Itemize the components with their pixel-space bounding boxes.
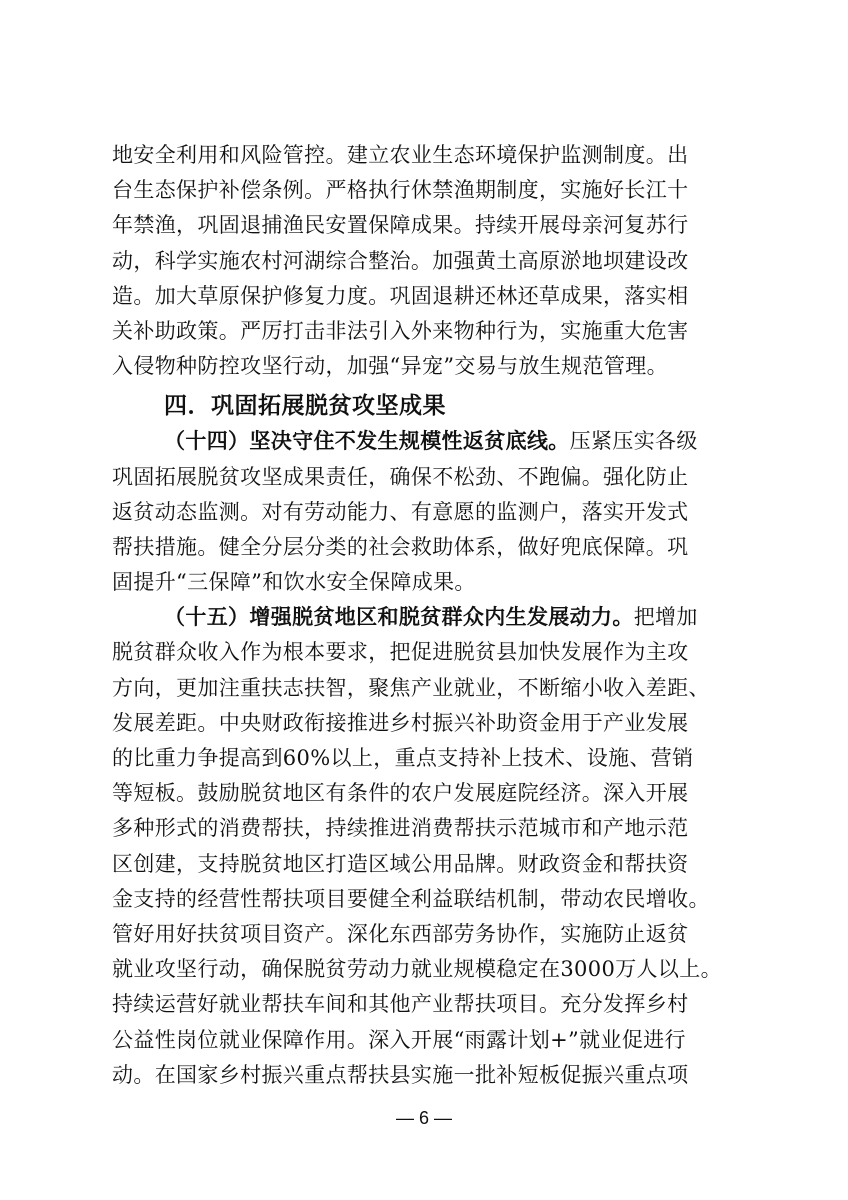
- text-line: 动。在国家乡村振兴重点帮扶县实施一批补短板促振兴重点项: [112, 1062, 689, 1087]
- section-heading: 四．巩固拓展脱贫攻坚成果: [164, 393, 446, 420]
- text-line: 区创建，支持脱贫地区打造区域公用品牌。财政资金和帮扶资: [112, 851, 689, 876]
- paragraph-14-first-line: [112, 424, 752, 459]
- text-line: 造。加大草原保护修复力度。巩固退耕还林还草成果，落实相: [112, 283, 689, 308]
- text-line: 返贫动态监测。对有劳动能力、有意愿的监测户，落实开发式: [112, 499, 689, 524]
- paragraph-15-first-line-text: 把增加: [633, 605, 698, 630]
- text-line: 发展差距。中央财政衔接推进乡村振兴补助资金用于产业发展: [112, 710, 689, 735]
- text-line: 持续运营好就业帮扶车间和其他产业帮扶项目。充分发挥乡村: [112, 992, 689, 1017]
- text-line: 动，科学实施农村河湖综合整治。加强黄土高原淤地坝建设改: [112, 248, 689, 273]
- paragraph-14-first-line-text: 压紧压实各级: [569, 429, 698, 454]
- text-line: 多种形式的消费帮扶，持续推进消费帮扶示范城市和产地示范: [112, 816, 689, 841]
- text-line: 地安全利用和风险管控。建立农业生态环境保护监测制度。出: [112, 143, 689, 167]
- page-number: — 6 —: [395, 1108, 452, 1128]
- text-line: 的比重力争提高到60%以上，重点支持补上技术、设施、营销: [112, 746, 694, 770]
- text-line: 固提升“三保障”和饮水安全保障成果。: [112, 570, 476, 595]
- text-line: 方向，更加注重扶志扶智，聚焦产业就业，不断缩小收入差距、: [112, 675, 710, 700]
- text-line: 脱贫群众收入作为根本要求，把促进脱贫县加快发展作为主攻: [112, 640, 689, 665]
- text-line: 等短板。鼓励脱贫地区有条件的农户发展庭院经济。深入开展: [112, 781, 689, 806]
- paragraph-14-title: （十四）坚决守住不发生规模性返贫底线。: [164, 429, 570, 454]
- text-line: 台生态保护补偿条例。严格执行休禁渔期制度，实施好长江十: [112, 178, 689, 203]
- text-line: 就业攻坚行动，确保脱贫劳动力就业规模稳定在3000万人以上。: [112, 957, 722, 982]
- text-line: 管好用好扶贫项目资产。深化东西部劳务协作，实施防止返贫: [112, 921, 689, 946]
- text-line: 年禁渔，巩固退捕渔民安置保障成果。持续开展母亲河复苏行: [112, 213, 689, 238]
- text-line: 金支持的经营性帮扶项目要健全利益联结机制，带动农民增收。: [112, 886, 710, 911]
- text-line: 入侵物种防控攻坚行动，加强“异宠”交易与放生规范管理。: [112, 354, 668, 379]
- text-line: 公益性岗位就业保障作用。深入开展“雨露计划+”就业促进行: [112, 1027, 686, 1052]
- paragraph-15-title: （十五）增强脱贫地区和脱贫群众内生发展动力。: [164, 605, 634, 630]
- document-body: [112, 138, 752, 1093]
- text-line: 帮扶措施。健全分层分类的社会救助体系，做好兜底保障。巩: [112, 534, 689, 559]
- paragraph-15-first-line: [112, 600, 752, 635]
- text-line: 关补助政策。严厉打击非法引入外来物种行为，实施重大危害: [112, 318, 689, 343]
- text-line: 巩固拓展脱贫攻坚成果责任，确保不松劲、不跑偏。强化防止: [112, 464, 689, 489]
